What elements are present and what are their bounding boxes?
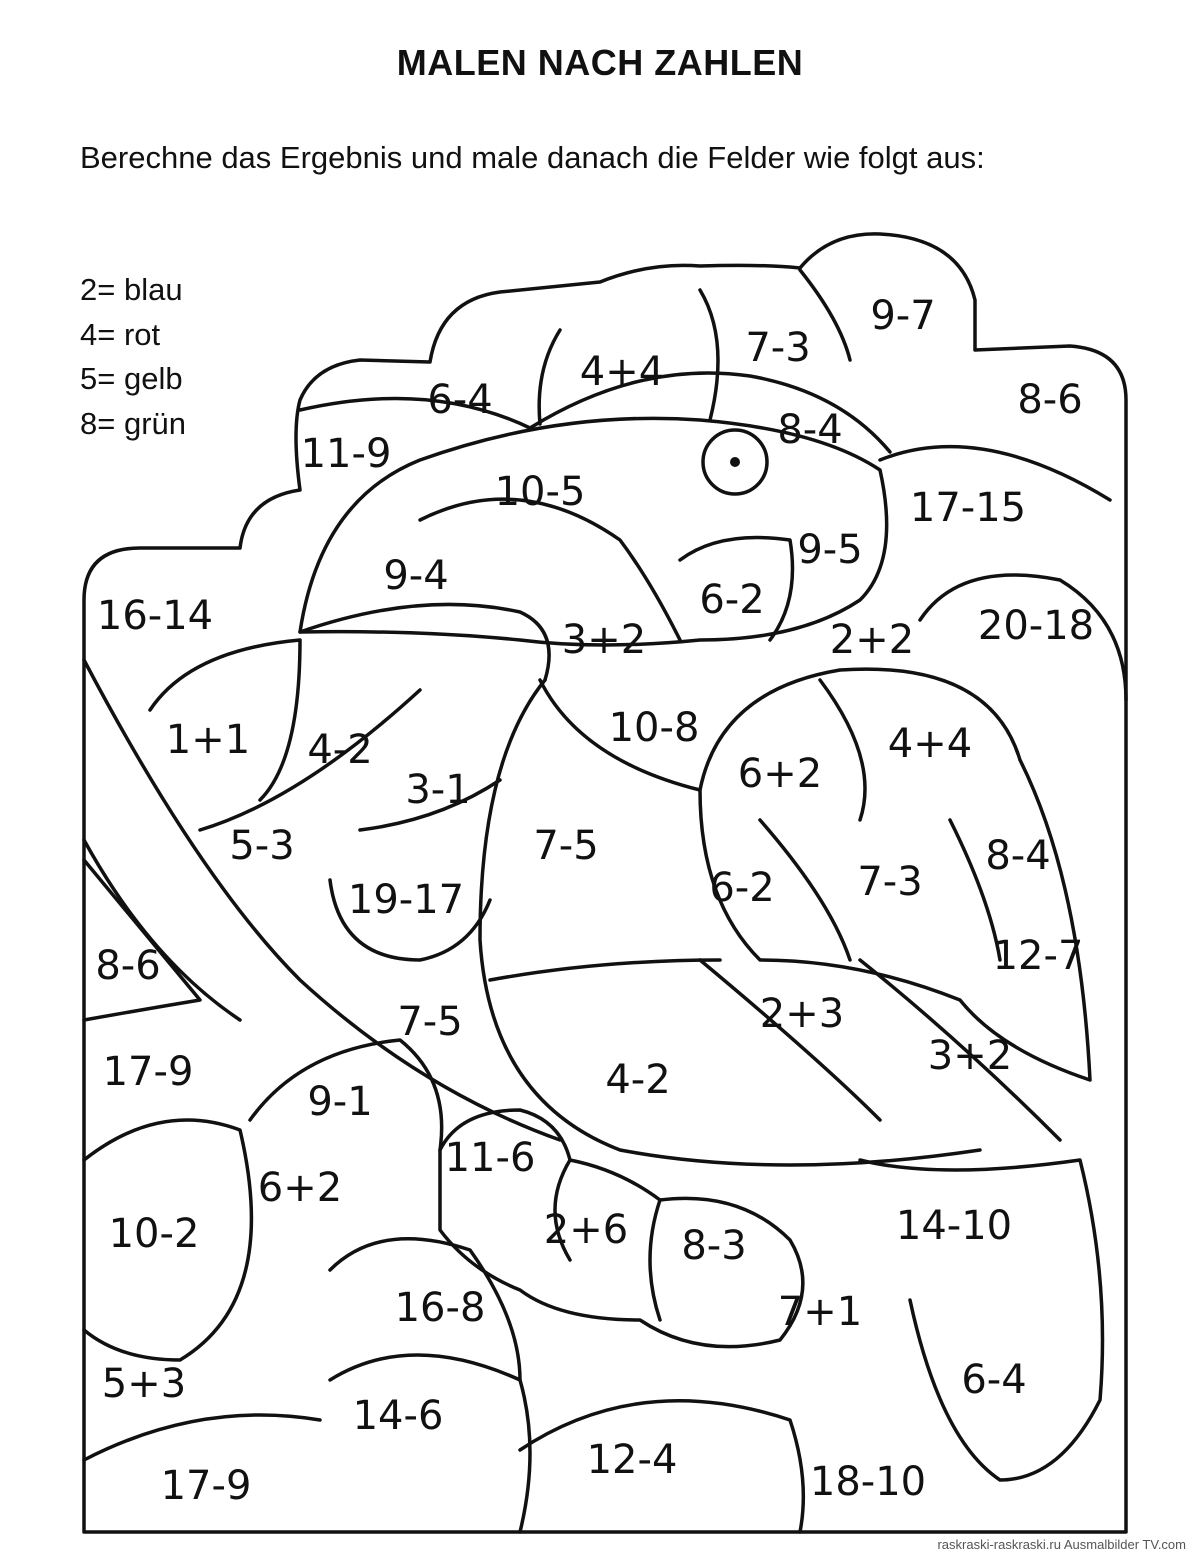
page-title: MALEN NACH ZAHLEN: [396, 42, 804, 83]
field-label: 8-6: [1017, 377, 1083, 423]
bg-arc-left-low: [84, 1415, 320, 1460]
field-label: 4+4: [579, 349, 665, 395]
field-label: 7-3: [745, 325, 811, 371]
field-label: 14-6: [352, 1393, 444, 1439]
field-label: 3+2: [927, 1033, 1013, 1079]
wing-feather-1: [820, 680, 865, 820]
field-label: 12-7: [992, 933, 1084, 979]
field-label: 8-4: [985, 833, 1051, 879]
instruction-text: Berechne das Ergebnis und male danach die Felder wie folgt aus:: [80, 140, 985, 175]
field-label: 8-3: [681, 1223, 747, 1269]
field-label: 10-5: [494, 469, 586, 515]
field-label: 10-8: [608, 705, 700, 751]
field-label: 17-15: [909, 485, 1027, 531]
field-label: 16-8: [394, 1285, 486, 1331]
field-label: 2+6: [543, 1207, 629, 1253]
field-label: 2+2: [829, 617, 915, 663]
foot-toe-2: [650, 1200, 660, 1320]
wing-feather-4: [700, 960, 880, 1120]
field-label: 4+4: [887, 721, 973, 767]
cap-stripe-left: [539, 330, 560, 424]
legend-item-blue: 2= blau: [80, 272, 183, 307]
field-label: 10-2: [108, 1211, 200, 1257]
field-label: 9-1: [307, 1079, 373, 1125]
field-label: 11-6: [444, 1135, 536, 1181]
field-label: 20-18: [977, 603, 1095, 649]
legend-item-green: 8= grün: [80, 405, 187, 441]
cap-stripe-right: [700, 290, 718, 420]
left-branch-band-2: [84, 840, 240, 1020]
picture-frame: [84, 234, 1126, 1532]
field-label: 19-17: [347, 877, 465, 923]
field-label: 6-2: [709, 865, 775, 911]
field-label: 14-10: [895, 1203, 1013, 1249]
parrot-pupil: [730, 457, 740, 467]
field-label: 8-6: [95, 943, 161, 989]
field-label: 11-9: [300, 431, 392, 477]
field-label: 9-5: [797, 527, 863, 573]
field-label: 6+2: [737, 751, 823, 797]
beak-line: [300, 604, 549, 680]
legend-item-yellow: 5= gelb: [80, 361, 183, 396]
field-label: 6-4: [961, 1357, 1027, 1403]
field-label: 8-4: [777, 407, 843, 453]
field-label: 17-9: [102, 1049, 194, 1095]
field-label: 2+3: [759, 991, 845, 1037]
belly-divider-1: [490, 960, 720, 980]
field-label: 18-10: [809, 1459, 927, 1505]
field-label: 7+1: [777, 1289, 863, 1335]
bg-arc-mid-low: [330, 1355, 530, 1532]
field-label: 9-7: [870, 293, 936, 339]
field-label: 9-4: [383, 553, 449, 599]
field-label: 5+3: [101, 1361, 187, 1407]
field-label: 1+1: [165, 717, 251, 763]
field-label: 7-5: [397, 999, 463, 1045]
field-label: 6-2: [699, 577, 765, 623]
legend-item-red: 4= rot: [80, 316, 161, 352]
field-label: 4-2: [307, 727, 373, 773]
field-label: 6+2: [257, 1165, 343, 1211]
field-label: 17-9: [160, 1463, 252, 1509]
field-label: 12-4: [586, 1437, 678, 1483]
field-label: 7-3: [857, 859, 923, 905]
field-label: 3+2: [561, 617, 647, 663]
field-label: 4-2: [605, 1057, 671, 1103]
field-label: 6-4: [427, 377, 493, 423]
field-label: 5-3: [229, 823, 295, 869]
watermark: raskraski-raskraski.ru Ausmalbilder TV.com: [937, 1537, 1186, 1552]
field-label: 16-14: [96, 593, 214, 639]
field-label: 7-5: [533, 823, 599, 869]
field-label: 3-1: [405, 767, 471, 813]
left-triangle: [84, 860, 200, 1020]
